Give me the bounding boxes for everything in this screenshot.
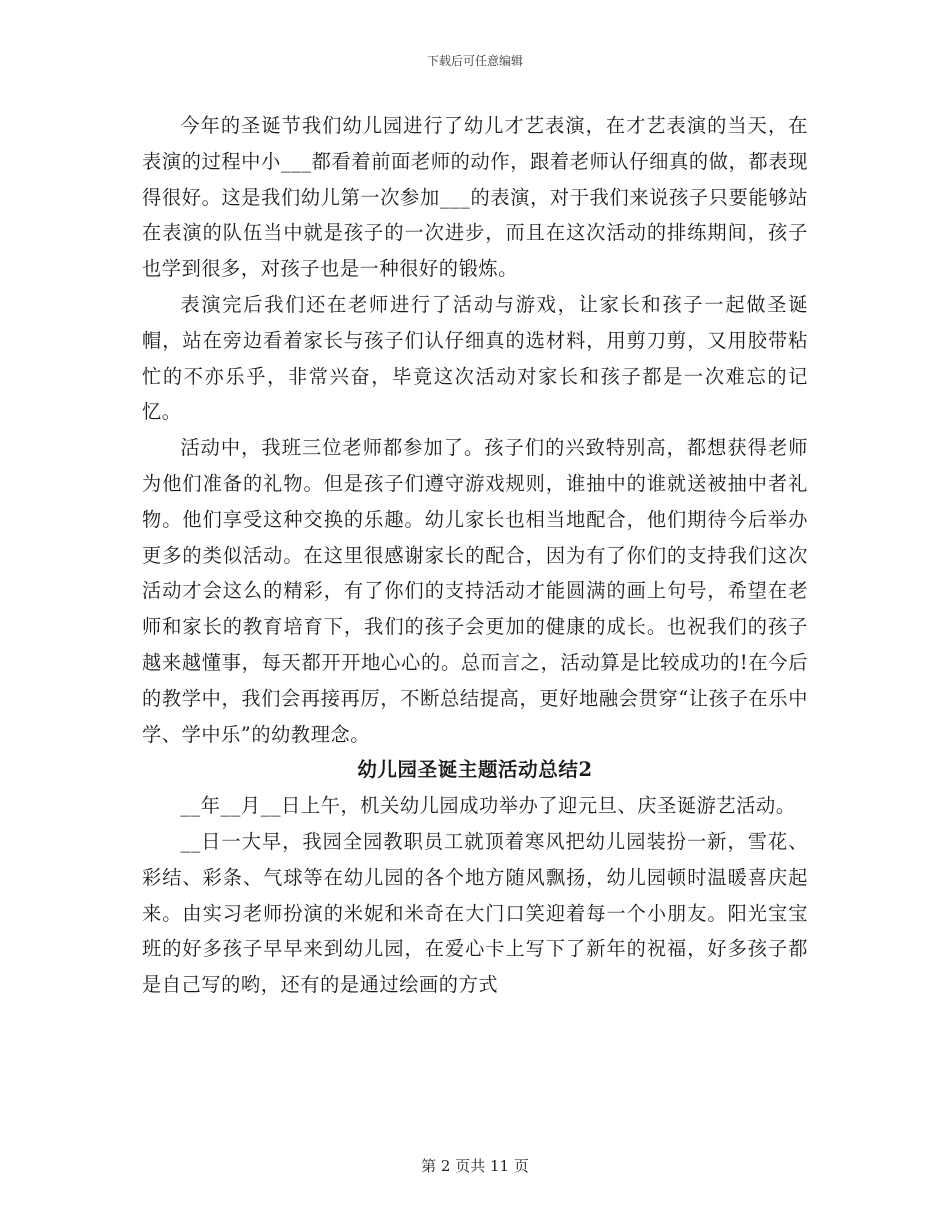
paragraph: 表演完后我们还在老师进行了活动与游戏，让家长和孩子一起做圣诞帽，站在旁边看着家长与孩子们认仔细真的选材料，用剪刀剪，又用胶带粘忙的不亦乐乎，非常兴奋，毕竟这次活动对家长和孩子都是一次难忘的记忆。 — [142, 292, 808, 424]
document-body — [142, 108, 808, 1003]
paragraph: 今年的圣诞节我们幼儿园进行了幼儿才艺表演，在才艺表演的当天，在表演的过程中小___都看着前面老师的动作，跟着老师认仔细真的做，都表现得很好。这是我们幼儿第一次参加___的表演，对于我们来说孩子只要能够站在表演的队伍当中就是孩子的一次进步，而且在这次活动的排练期间，孩子也学到很多，对孩子也是一种很好的锻炼。 — [142, 114, 808, 281]
section-title: 幼儿园圣诞主题活动总结2 — [357, 758, 593, 782]
paragraph: __日一大早，我园全园教职员工就顶着寒风把幼儿园装扮一新，雪花、彩结、彩条、气球等在幼儿园的各个地方随风飘扬，幼儿园顿时温暖喜庆起来。由实习老师扮演的米妮和米奇在大门口笑迎着每一个小朋友。阳光宝宝班的好多孩子早早来到幼儿园，在爱心卡上写下了新年的祝福，好多孩子都是自己写的哟，还有的是通过绘画的方式 — [142, 829, 808, 997]
page-header: 下载后可任意编辑 — [426, 54, 523, 68]
paragraph: __年__月__日上午，机关幼儿园成功举办了迎元旦、庆圣诞游艺活动。 — [180, 794, 796, 818]
paragraph: 活动中，我班三位老师都参加了。孩子们的兴致特别高，都想获得老师为他们准备的礼物。但是孩子们遵守游戏规则，谁抽中的谁就送被抽中者礼物。他们享受这种交换的乐趣。幼儿家长也相当地配合，他们期待今后举办更多的类似活动。在这里很感谢家长的配合，因为有了你们的支持我们这次活动才会这么的精彩，有了你们的支持活动才能圆满的画上句号，希望在老师和家长的教育培育下，我们的孩子会更加的健康的成长。也祝我们的孩子越来越懂事，每天都开开地心心的。总而言之，活动算是比较成功的!在今后的教学中，我们会再接再厉，不断总结提高，更好地融会贯穿“让孩子在乐中学、学中乐”的幼教理念。 — [142, 436, 808, 746]
page-footer: 第 2 页共 11 页 — [421, 1157, 529, 1175]
